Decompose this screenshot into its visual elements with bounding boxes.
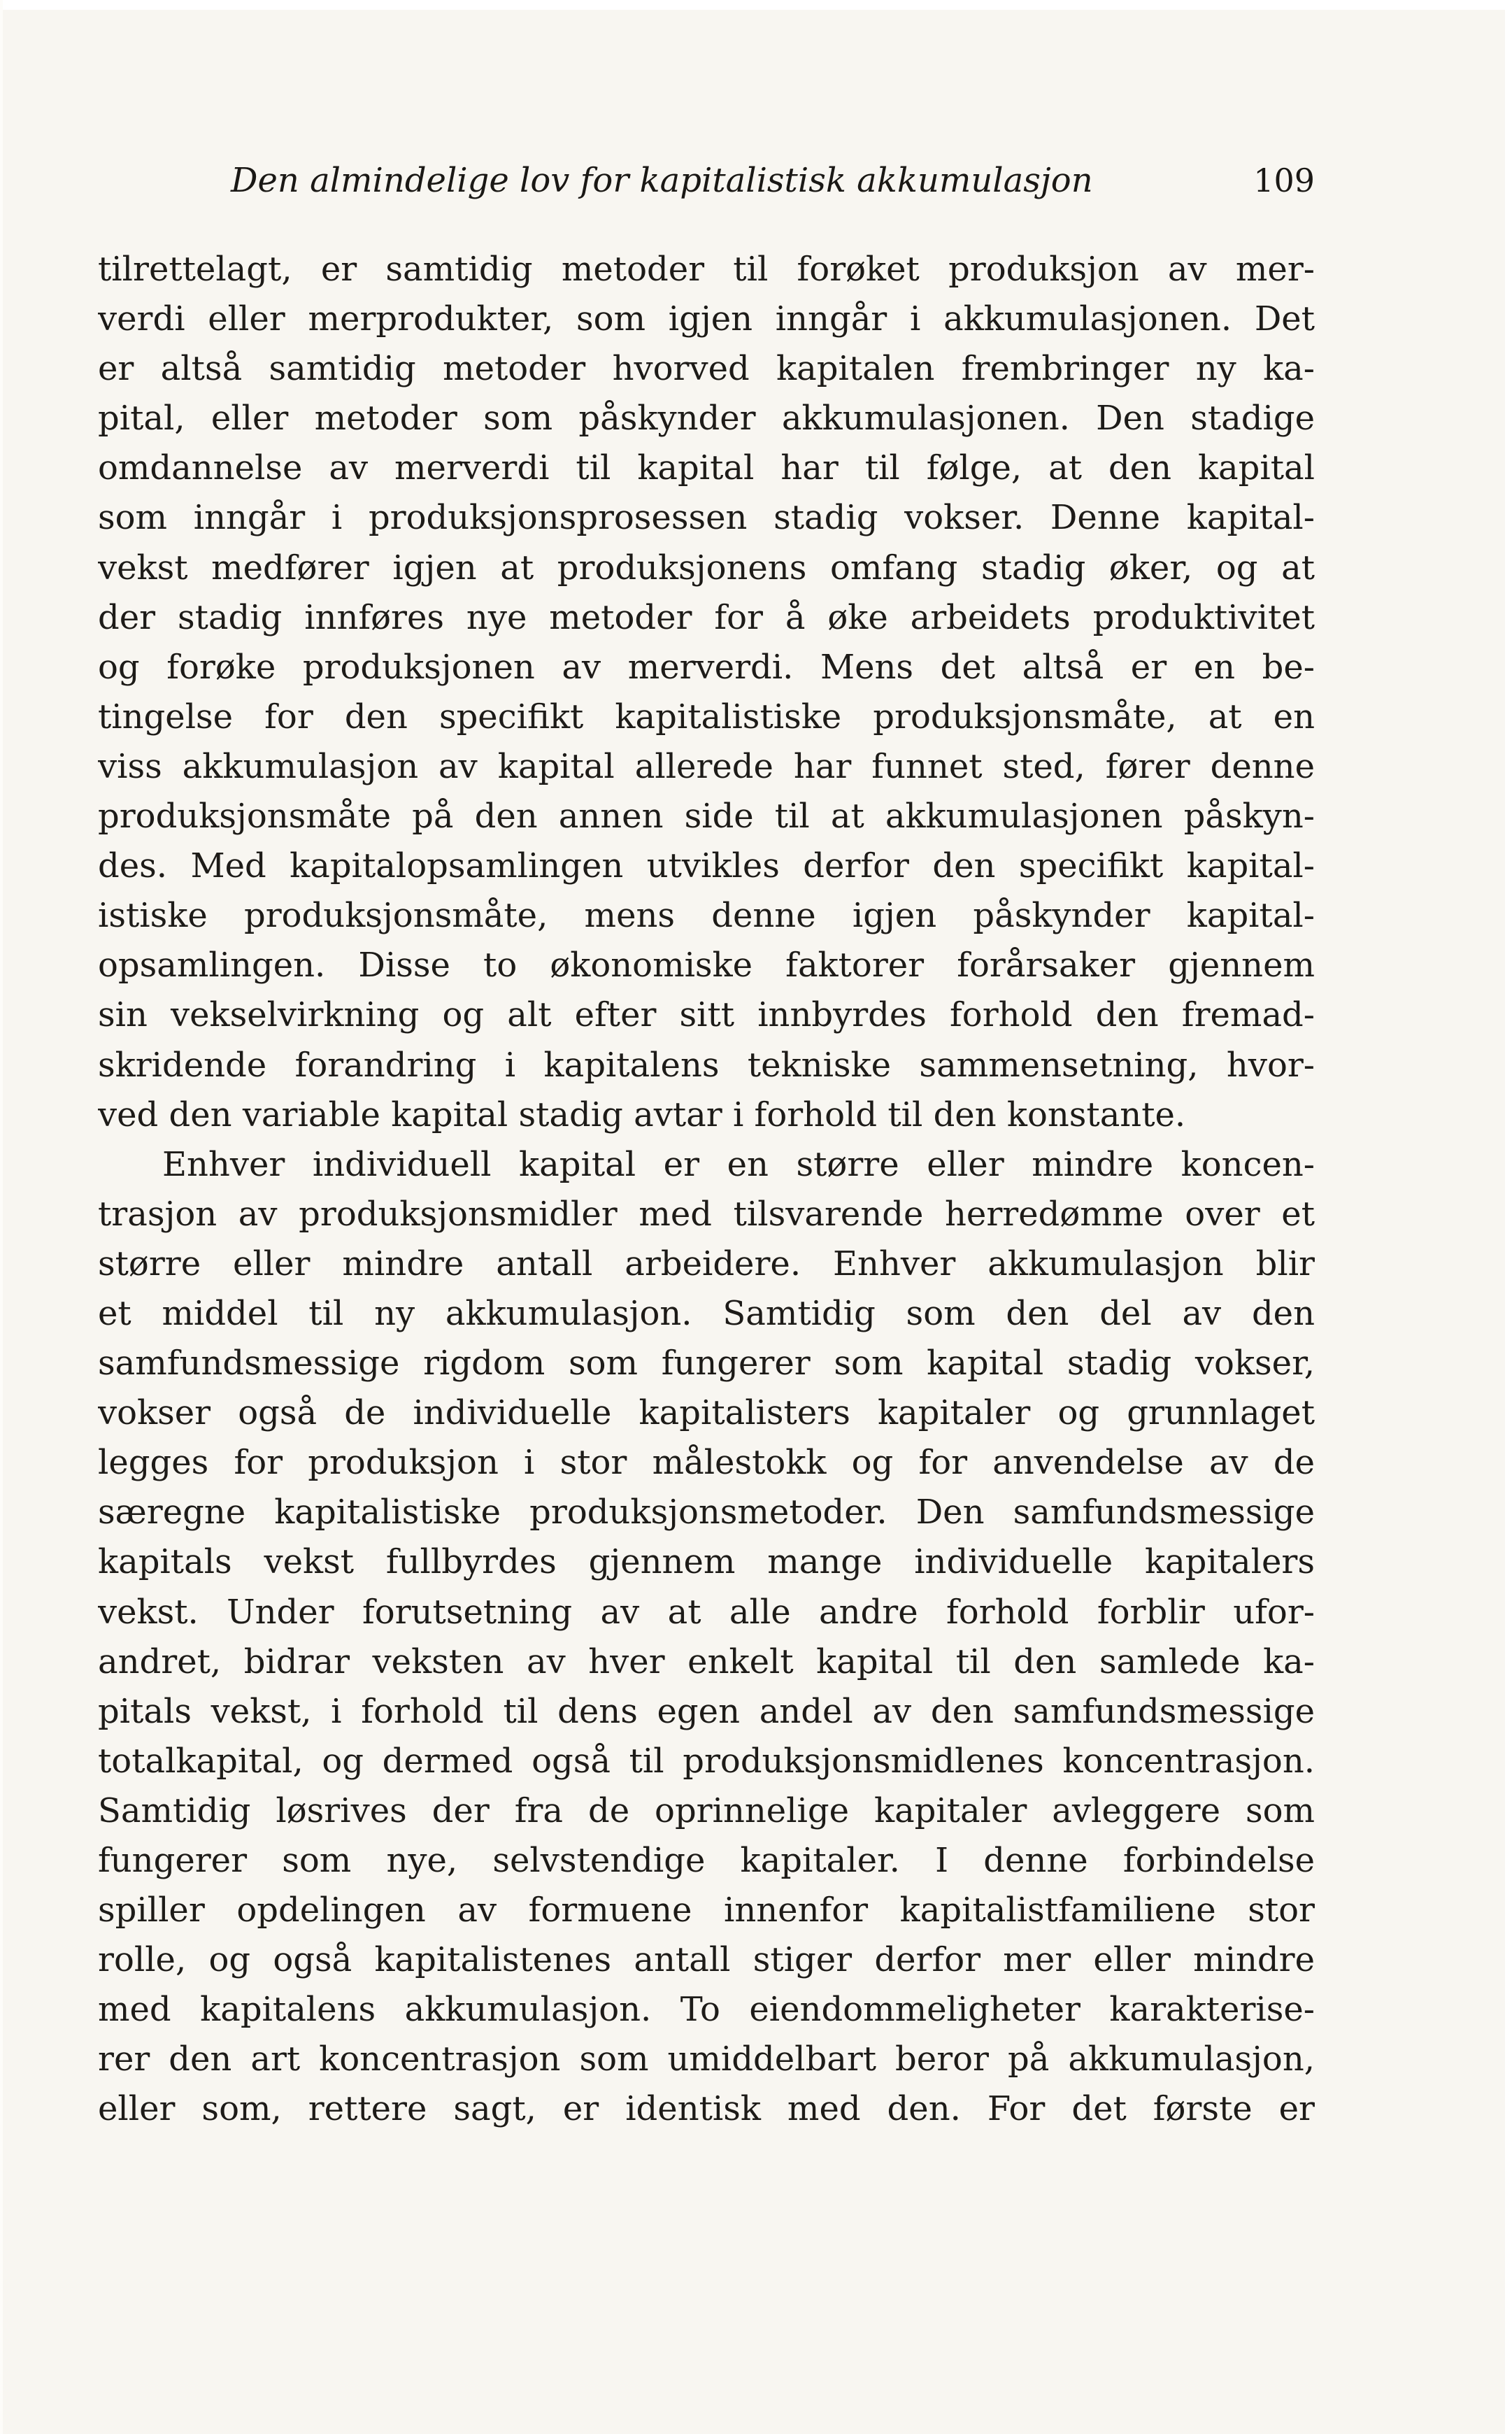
text-line: særegne kapitalistiske produksjonsmetoder. Den samfundsmessige xyxy=(98,1493,1315,1532)
page-header xyxy=(231,152,1315,208)
text-line: rer den art koncentrasjon som umiddelbart beror på akkumulasjon, xyxy=(98,2040,1315,2079)
text-line: kapitals vekst fullbyrdes gjennem mange individuelle kapitalers xyxy=(98,1542,1315,1582)
text-line: større eller mindre antall arbeidere. Enhver akkumulasjon blir xyxy=(98,1244,1315,1283)
text-line: eller som, rettere sagt, er identisk med den. For det første er xyxy=(98,2089,1315,2129)
paragraph-end-line: ved den variable kapital stadig avtar i forhold til den konstante. xyxy=(98,1095,1186,1134)
running-title: Den almindelige lov for kapitalistisk akkumulasjon xyxy=(231,161,1093,200)
text-line: produksjonsmåte på den annen side til at akkumulasjonen påskyn- xyxy=(98,797,1315,837)
text-line: tilrettelagt, er samtidig metoder til forøket produksjon av mer- xyxy=(98,250,1315,289)
text-line: trasjon av produksjonsmidler med tilsvarende herredømme over et xyxy=(98,1194,1315,1234)
page-edge-right xyxy=(1505,0,1512,2434)
text-line: der stadig innføres nye metoder for å øke arbeidets produktivitet xyxy=(98,597,1315,637)
text-line: vekst. Under forutsetning av at alle andre forhold forblir ufor- xyxy=(98,1592,1315,1632)
text-line: vokser også de individuelle kapitalisters kapitaler og grunnlaget xyxy=(98,1393,1315,1433)
text-line: er altså samtidig metoder hvorved kapitalen frembringer ny ka- xyxy=(98,349,1315,389)
text-line: Samtidig løsrives der fra de oprinnelige kapitaler avleggere som xyxy=(98,1791,1315,1830)
page-number: 109 xyxy=(1253,162,1315,199)
text-line: des. Med kapitalopsamlingen utvikles derfor den specifikt kapital- xyxy=(98,846,1315,886)
text-line: et middel til ny akkumulasjon. Samtidig som den del av den xyxy=(98,1293,1315,1333)
text-line: med kapitalens akkumulasjon. To eiendommeligheter karakterise- xyxy=(98,1990,1315,2030)
body-text xyxy=(98,245,1315,2135)
text-line: vekst medfører igjen at produksjonens omfang stadig øker, og at xyxy=(98,548,1315,588)
text-line: legges for produksjon i stor målestokk og for anvendelse av de xyxy=(98,1443,1315,1483)
text-line: samfundsmessige rigdom som fungerer som kapital stadig vokser, xyxy=(98,1344,1315,1383)
text-line: og forøke produksjonen av merverdi. Mens det altså er en be- xyxy=(98,647,1315,687)
text-line: spiller opdelingen av formuene innenfor kapitalistfamiliene stor xyxy=(98,1891,1315,1930)
text-line: verdi eller merprodukter, som igjen inngår i akkumulasjonen. Det xyxy=(98,299,1315,339)
text-line: opsamlingen. Disse to økonomiske faktorer forårsaker gjennem xyxy=(98,946,1315,985)
text-line: istiske produksjonsmåte, mens denne igjen påskynder kapital- xyxy=(98,896,1315,936)
text-line: omdannelse av merverdi til kapital har til følge, at den kapital xyxy=(98,448,1315,488)
page-edge-top xyxy=(0,0,1512,10)
text-line: viss akkumulasjon av kapital allerede har funnet sted, fører denne xyxy=(98,746,1315,786)
text-line: pital, eller metoder som påskynder akkumulasjonen. Den stadige xyxy=(98,399,1315,439)
text-line: sin vekselvirkning og alt efter sitt innbyrdes forhold den fremad- xyxy=(98,995,1315,1035)
text-line: tingelse for den specifikt kapitalistiske produksjonsmåte, at en xyxy=(98,697,1315,736)
text-line: pitals vekst, i forhold til dens egen andel av den samfundsmessige xyxy=(98,1691,1315,1731)
text-line: som inngår i produksjonsprosessen stadig vokser. Denne kapital- xyxy=(98,498,1315,538)
text-line: skridende forandring i kapitalens tekniske sammensetning, hvor- xyxy=(98,1045,1315,1085)
paragraph-start-line: Enhver individuell kapital er en større eller mindre koncen- xyxy=(162,1144,1315,1184)
page-edge-left xyxy=(0,0,3,2434)
text-line: andret, bidrar veksten av hver enkelt kapital til den samlede ka- xyxy=(98,1642,1315,1681)
text-line: rolle, og også kapitalistenes antall stiger derfor mer eller mindre xyxy=(98,1940,1315,1980)
text-line: totalkapital, og dermed også til produksjonsmidlenes koncentrasjon. xyxy=(98,1741,1315,1781)
text-line: fungerer som nye, selvstendige kapitaler. I denne forbindelse xyxy=(98,1841,1315,1880)
